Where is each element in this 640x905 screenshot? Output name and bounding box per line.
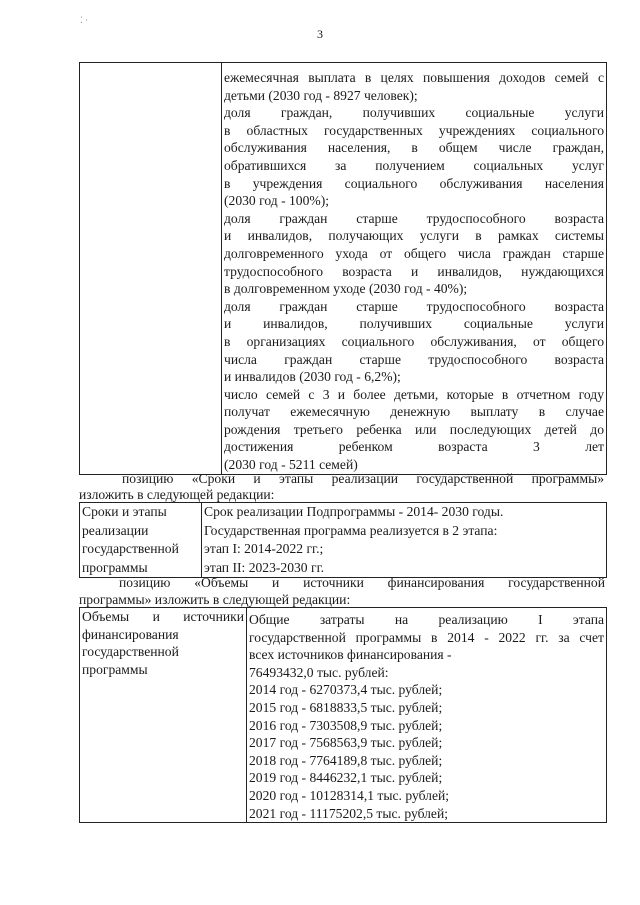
paragraph-terms-line2: изложить в следующей редакции: <box>79 487 275 502</box>
terms-label-cell <box>80 503 202 578</box>
paragraph-text: позицию «Объемы и источники финансирования государственной <box>119 575 605 590</box>
text-line: Объемы и источники <box>82 609 244 624</box>
text-line: 2015 год - 6818833,5 тыс. рублей; <box>249 699 443 715</box>
text-line: доля граждан старше трудоспособного возраста <box>224 298 604 314</box>
text-line: доля граждан старше трудоспособного возраста <box>224 210 604 226</box>
text-line: в областных государственных учреждениях социального <box>224 122 604 138</box>
text-line: (2030 год - 5211 семей) <box>224 457 358 473</box>
text-line: этап II: 2023-2030 гг. <box>204 559 325 575</box>
funding-value-cell <box>247 608 607 823</box>
paragraph-funding-line1 <box>119 574 605 592</box>
text-line: 2017 год - 7568563,9 тыс. рублей; <box>249 735 443 751</box>
text-line: 2019 год - 8446232,1 тыс. рублей; <box>249 770 443 786</box>
text-line: обслуживания населения, в общем числе граждан, <box>224 140 604 156</box>
text-line: всех источников финансирования - <box>249 647 452 663</box>
text-line: получат ежемесячную денежную выплату в случае <box>224 404 604 420</box>
text-line: 2016 год - 7303508,9 тыс. рублей; <box>249 717 443 733</box>
text-line: и инвалидов, получающих услуги в рамках системы <box>224 228 604 244</box>
indicators-left-cell <box>80 63 222 475</box>
paragraph-terms-line1 <box>122 470 604 488</box>
indicators-table <box>79 62 607 475</box>
text-line: в долговременном уходе (2030 год - 40%); <box>224 281 468 297</box>
terms-value-cell <box>202 503 607 578</box>
text-line: 2021 год - 11175202,5 тыс. рублей; <box>249 805 449 821</box>
paragraph-text: позицию «Сроки и этапы реализации государственной программы» <box>122 471 604 486</box>
text-line: Общие затраты на реализацию I этапа <box>249 612 604 627</box>
text-line: достижения ребенком возраста 3 лет <box>224 439 604 455</box>
page-number: 3 <box>317 27 323 41</box>
text-line: 76493432,0 тыс. рублей: <box>249 664 389 680</box>
text-line: финансирования <box>82 626 179 642</box>
text-line: Срок реализации Подпрограммы - 2014- 2030 годы. <box>204 504 504 519</box>
text-line: долговременного ухода от общего числа граждан старше <box>224 245 604 261</box>
text-line: и инвалидов (2030 год - 6,2%); <box>224 369 401 385</box>
text-line: доля граждан, получивших социальные услуги <box>224 105 604 121</box>
scan-speck: ⁚ · <box>80 15 89 25</box>
text-line: этап I: 2014-2022 гг.; <box>204 541 324 556</box>
text-line: трудоспособного возраста и инвалидов, нуждающихся <box>224 263 604 279</box>
text-line: рождения третьего ребенка или последующих детей до <box>224 421 604 437</box>
text-line: реализации <box>82 522 149 538</box>
text-line: Государственная программа реализуется в 2 этапа: <box>204 522 498 538</box>
text-line: ежемесячная выплата в целях повышения доходов семей с <box>224 70 604 85</box>
text-line: число семей с 3 и более детьми, которые в отчетном году <box>224 386 604 402</box>
text-line: государственной <box>82 644 179 660</box>
text-line: программы <box>82 661 148 677</box>
text-line: программы <box>82 559 148 575</box>
indicators-right-cell <box>222 63 607 475</box>
text-line: и инвалидов, получивших социальные услуги <box>224 316 604 332</box>
text-line: в учреждения социального обслуживания населения <box>224 175 604 191</box>
funding-table <box>79 607 607 823</box>
text-line: Сроки и этапы <box>82 504 167 519</box>
text-line: государственной <box>82 541 179 556</box>
text-line: государственной программы в 2014 - 2022 гг. за счет <box>249 629 604 645</box>
text-line: в организациях социального обслуживания, от общего <box>224 333 604 349</box>
text-line: 2014 год - 6270373,4 тыс. рублей; <box>249 682 443 698</box>
terms-table <box>79 502 607 578</box>
funding-label-cell <box>80 608 247 823</box>
text-line: обратившихся за получением социальных услуг <box>224 157 604 173</box>
text-line: 2018 год - 7764189,8 тыс. рублей; <box>249 752 443 768</box>
text-line: 2020 год - 10128314,1 тыс. рублей; <box>249 787 450 803</box>
text-line: числа граждан старше трудоспособного возраста <box>224 351 604 367</box>
paragraph-funding-line2: программы» изложить в следующей редакции: <box>79 592 351 607</box>
text-line: детьми (2030 год - 8927 человек); <box>224 87 418 103</box>
text-line: (2030 год - 100%); <box>224 193 330 209</box>
